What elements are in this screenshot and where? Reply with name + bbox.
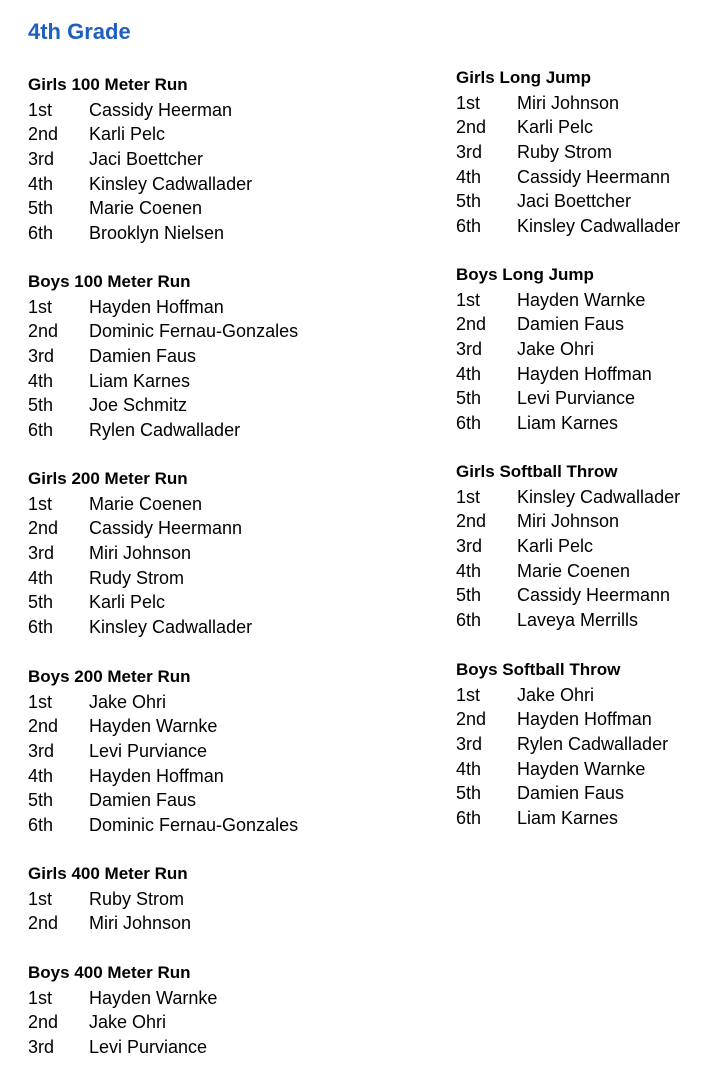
event-girls-100m xyxy=(28,73,448,246)
place-label: 2nd xyxy=(28,1012,59,1033)
athlete-name: Hayden Warnke xyxy=(89,987,218,1008)
result-row xyxy=(28,172,448,197)
event-boys-softball-throw xyxy=(456,658,706,831)
place-label: 4th xyxy=(28,567,54,588)
place-label: 4th xyxy=(28,765,54,786)
place-label: 5th xyxy=(456,783,482,804)
athlete-name: Jaci Boettcher xyxy=(517,191,632,212)
result-row xyxy=(28,911,448,936)
athlete-name: Marie Coenen xyxy=(517,560,631,581)
athlete-name: Levi Purviance xyxy=(517,388,636,409)
athlete-name: Cassidy Heerman xyxy=(89,99,233,120)
athlete-name: Liam Karnes xyxy=(89,370,191,391)
event-title: Boys Softball Throw xyxy=(456,660,621,679)
event-title: Boys Long Jump xyxy=(456,265,594,284)
athlete-name: Hayden Warnke xyxy=(517,289,646,310)
place-label: 6th xyxy=(456,610,482,631)
place-label: 2nd xyxy=(28,321,59,342)
place-label: 1st xyxy=(28,987,53,1008)
result-row xyxy=(456,583,706,608)
athlete-name: Jake Ohri xyxy=(89,1012,167,1033)
athlete-name: Kinsley Cadwallader xyxy=(517,486,681,507)
event-girls-200m xyxy=(28,467,448,640)
place-label: 3rd xyxy=(28,1037,55,1058)
athlete-name: Hayden Hoffman xyxy=(89,296,224,317)
place-label: 5th xyxy=(28,592,54,613)
athlete-name: Rylen Cadwallader xyxy=(89,420,241,441)
place-label: 4th xyxy=(456,560,482,581)
place-label: 2nd xyxy=(456,511,487,532)
result-row xyxy=(28,813,448,838)
athlete-name: Damien Faus xyxy=(89,346,197,367)
event-boys-long-jump xyxy=(456,263,706,436)
result-row xyxy=(28,516,448,541)
place-label: 6th xyxy=(28,815,54,836)
athlete-name: Karli Pelc xyxy=(89,592,166,613)
athlete-name: Rylen Cadwallader xyxy=(517,734,669,755)
place-label: 6th xyxy=(456,808,482,829)
result-row xyxy=(456,312,706,337)
place-label: 1st xyxy=(28,691,53,712)
place-label: 6th xyxy=(28,420,54,441)
result-row xyxy=(28,196,448,221)
result-row xyxy=(28,541,448,566)
event-title: Girls Softball Throw xyxy=(456,462,618,481)
result-row xyxy=(28,98,448,123)
event-title: Boys 200 Meter Run xyxy=(28,667,191,686)
athlete-name: Miri Johnson xyxy=(517,511,620,532)
athlete-name: Karli Pelc xyxy=(517,117,594,138)
result-row xyxy=(456,337,706,362)
place-label: 1st xyxy=(456,684,481,705)
result-row xyxy=(28,418,448,443)
athlete-name: Miri Johnson xyxy=(517,92,620,113)
athlete-name: Cassidy Heermann xyxy=(517,166,671,187)
place-label: 5th xyxy=(28,790,54,811)
athlete-name: Ruby Strom xyxy=(517,142,613,163)
event-boys-100m xyxy=(28,270,448,443)
result-row xyxy=(456,781,706,806)
result-row xyxy=(456,732,706,757)
result-row xyxy=(456,509,706,534)
place-label: 2nd xyxy=(456,117,487,138)
athlete-name: Kinsley Cadwallader xyxy=(517,216,681,237)
result-row xyxy=(28,221,448,246)
athlete-name: Damien Faus xyxy=(517,314,625,335)
result-row xyxy=(28,1010,448,1035)
result-row xyxy=(28,344,448,369)
athlete-name: Hayden Hoffman xyxy=(517,363,652,384)
result-row xyxy=(28,739,448,764)
result-row xyxy=(28,690,448,715)
place-label: 2nd xyxy=(456,709,487,730)
athlete-name: Levi Purviance xyxy=(89,1037,208,1058)
page-title: 4th Grade xyxy=(28,19,131,44)
place-label: 2nd xyxy=(28,518,59,539)
athlete-name: Joe Schmitz xyxy=(89,395,188,416)
event-title: Girls 400 Meter Run xyxy=(28,864,188,883)
athlete-name: Damien Faus xyxy=(89,790,197,811)
place-label: 3rd xyxy=(456,339,483,360)
place-label: 6th xyxy=(28,223,54,244)
result-row xyxy=(456,559,706,584)
event-boys-400m xyxy=(28,961,448,1060)
event-boys-200m xyxy=(28,665,448,838)
event-title: Girls 200 Meter Run xyxy=(28,469,188,488)
place-label: 6th xyxy=(28,617,54,638)
result-row xyxy=(456,386,706,411)
result-row xyxy=(28,764,448,789)
athlete-name: Jake Ohri xyxy=(517,339,595,360)
place-label: 5th xyxy=(28,395,54,416)
result-row xyxy=(456,362,706,387)
place-label: 3rd xyxy=(28,741,55,762)
athlete-name: Damien Faus xyxy=(517,783,625,804)
event-title: Boys 400 Meter Run xyxy=(28,963,191,982)
place-label: 1st xyxy=(28,296,53,317)
place-label: 4th xyxy=(28,173,54,194)
result-row xyxy=(456,115,706,140)
result-row xyxy=(28,319,448,344)
result-row xyxy=(28,1035,448,1060)
result-row xyxy=(456,140,706,165)
athlete-name: Dominic Fernau-Gonzales xyxy=(89,321,299,342)
athlete-name: Miri Johnson xyxy=(89,913,192,934)
result-row xyxy=(456,288,706,313)
athlete-name: Liam Karnes xyxy=(517,413,619,434)
place-label: 5th xyxy=(456,191,482,212)
athlete-name: Kinsley Cadwallader xyxy=(89,617,253,638)
result-row xyxy=(456,806,706,831)
result-row xyxy=(28,788,448,813)
result-row xyxy=(28,986,448,1011)
place-label: 6th xyxy=(456,216,482,237)
place-label: 4th xyxy=(456,758,482,779)
place-label: 1st xyxy=(28,888,53,909)
place-label: 2nd xyxy=(28,716,59,737)
result-row xyxy=(456,214,706,239)
athlete-name: Jake Ohri xyxy=(517,684,595,705)
result-row xyxy=(28,492,448,517)
result-row xyxy=(28,147,448,172)
athlete-name: Hayden Warnke xyxy=(89,716,218,737)
athlete-name: Kinsley Cadwallader xyxy=(89,173,253,194)
place-label: 2nd xyxy=(28,124,59,145)
athlete-name: Jaci Boettcher xyxy=(89,149,204,170)
place-label: 4th xyxy=(28,370,54,391)
result-row xyxy=(456,411,706,436)
place-label: 3rd xyxy=(456,536,483,557)
athlete-name: Miri Johnson xyxy=(89,543,192,564)
athlete-name: Hayden Warnke xyxy=(517,758,646,779)
result-row xyxy=(28,369,448,394)
place-label: 3rd xyxy=(28,346,55,367)
place-label: 1st xyxy=(28,99,53,120)
place-label: 5th xyxy=(28,198,54,219)
result-row xyxy=(456,534,706,559)
event-title: Girls 100 Meter Run xyxy=(28,75,188,94)
athlete-name: Cassidy Heermann xyxy=(89,518,243,539)
place-label: 1st xyxy=(456,92,481,113)
place-label: 1st xyxy=(456,486,481,507)
place-label: 6th xyxy=(456,413,482,434)
event-title: Girls Long Jump xyxy=(456,68,592,87)
athlete-name: Hayden Hoffman xyxy=(89,765,224,786)
result-row xyxy=(456,707,706,732)
place-label: 5th xyxy=(456,585,482,606)
place-label: 1st xyxy=(456,289,481,310)
result-row xyxy=(28,714,448,739)
place-label: 5th xyxy=(456,388,482,409)
athlete-name: Hayden Hoffman xyxy=(517,709,652,730)
athlete-name: Karli Pelc xyxy=(517,536,594,557)
result-row xyxy=(456,608,706,633)
result-row xyxy=(456,683,706,708)
athlete-name: Dominic Fernau-Gonzales xyxy=(89,815,299,836)
place-label: 3rd xyxy=(28,149,55,170)
athlete-name: Rudy Strom xyxy=(89,567,185,588)
athlete-name: Jake Ohri xyxy=(89,691,167,712)
athlete-name: Marie Coenen xyxy=(89,493,203,514)
place-label: 3rd xyxy=(456,142,483,163)
result-row xyxy=(456,91,706,116)
result-row xyxy=(456,757,706,782)
athlete-name: Karli Pelc xyxy=(89,124,166,145)
place-label: 2nd xyxy=(28,913,59,934)
place-label: 3rd xyxy=(456,734,483,755)
result-row xyxy=(28,615,448,640)
athlete-name: Cassidy Heermann xyxy=(517,585,671,606)
result-row xyxy=(28,887,448,912)
event-girls-softball-throw xyxy=(456,460,706,633)
result-row xyxy=(28,566,448,591)
event-girls-400m xyxy=(28,862,448,936)
result-row xyxy=(28,590,448,615)
athlete-name: Marie Coenen xyxy=(89,198,203,219)
place-label: 3rd xyxy=(28,543,55,564)
place-label: 1st xyxy=(28,493,53,514)
athlete-name: Liam Karnes xyxy=(517,808,619,829)
event-title: Boys 100 Meter Run xyxy=(28,272,191,291)
result-row xyxy=(456,189,706,214)
place-label: 2nd xyxy=(456,314,487,335)
event-girls-long-jump xyxy=(456,66,706,239)
result-row xyxy=(456,165,706,190)
athlete-name: Levi Purviance xyxy=(89,741,208,762)
result-row xyxy=(456,485,706,510)
athlete-name: Laveya Merrills xyxy=(517,610,639,631)
athlete-name: Ruby Strom xyxy=(89,888,185,909)
athlete-name: Brooklyn Nielsen xyxy=(89,223,225,244)
place-label: 4th xyxy=(456,166,482,187)
result-row xyxy=(28,393,448,418)
result-row xyxy=(28,295,448,320)
result-row xyxy=(28,122,448,147)
place-label: 4th xyxy=(456,363,482,384)
